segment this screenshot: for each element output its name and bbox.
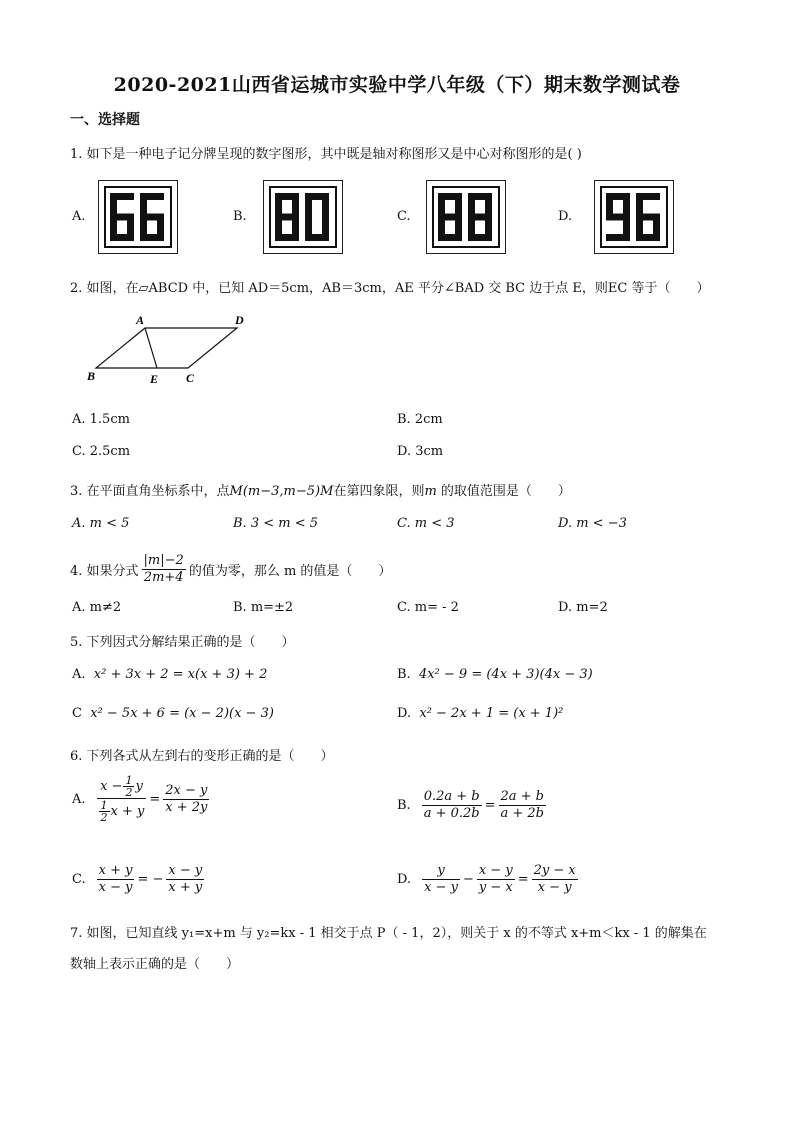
digit-segment bbox=[127, 214, 134, 242]
q6-a-d-post: x + y bbox=[110, 803, 145, 819]
q6-c-left-denominator: x − y bbox=[98, 880, 133, 895]
q6-stem: 6. 下列各式从左到右的变形正确的是（ ） bbox=[70, 749, 334, 764]
q5-option-c-label: C bbox=[72, 706, 82, 721]
q6-a-d-half-bot: 2 bbox=[100, 811, 108, 824]
q1-option-a-label: A. bbox=[72, 209, 86, 224]
q6-a-left-denominator bbox=[97, 799, 147, 823]
q1-option-c-board bbox=[426, 180, 506, 254]
q6-b-equals: = bbox=[484, 798, 496, 813]
q3-option-c: C. m < 3 bbox=[397, 516, 455, 531]
q6-a-right-denominator: x + 2y bbox=[165, 799, 208, 815]
digit-segment bbox=[468, 214, 492, 221]
q6-a-n-half bbox=[123, 775, 134, 798]
q5-option-a-expr: x² + 3x + 2 = x(x + 3) + 2 bbox=[93, 667, 268, 682]
q5-option-c bbox=[72, 706, 274, 721]
digit-segment bbox=[275, 214, 299, 221]
label-b: B bbox=[87, 369, 96, 383]
scoreboard-digits bbox=[427, 181, 505, 253]
q6-c-left-fraction bbox=[97, 863, 135, 896]
q5-option-d bbox=[397, 706, 563, 721]
q5-option-a-label: A. bbox=[72, 667, 86, 682]
bisector-ae bbox=[145, 328, 157, 368]
q3-option-a: A. m < 5 bbox=[72, 516, 130, 531]
q3-stem-post: 在第四象限，则 bbox=[333, 484, 425, 499]
q6-c-right-fraction bbox=[166, 863, 204, 896]
q6-option-c-label: C. bbox=[72, 872, 86, 887]
q4-option-b: B. m=±2 bbox=[233, 600, 294, 615]
q6-a-left-numerator bbox=[97, 775, 147, 799]
q6-a-d-half bbox=[99, 800, 110, 823]
q6-a-n-pre: x − bbox=[100, 778, 123, 794]
digit-segment bbox=[305, 193, 312, 221]
q4-stem bbox=[70, 553, 391, 586]
q2-option-c: C. 2.5cm bbox=[72, 444, 131, 459]
digit-segment bbox=[438, 214, 462, 221]
section-heading: 一、选择题 bbox=[70, 112, 140, 128]
q4-fraction bbox=[142, 553, 186, 586]
q6-d-minus: − bbox=[462, 872, 474, 887]
q6-d-equals: = bbox=[517, 872, 529, 887]
q1-option-c-label: C. bbox=[397, 209, 411, 224]
q3-stem-end: 的取值范围是（ ） bbox=[436, 484, 571, 499]
label-d: D bbox=[235, 313, 244, 327]
q6-c-left-numerator: x + y bbox=[98, 863, 133, 878]
q6-option-a-label: A. bbox=[72, 791, 86, 807]
q1-stem: 1. 如下是一种电子记分牌呈现的数字图形，其中既是轴对称图形又是中心对称图形的是( ) bbox=[70, 147, 582, 162]
q1-option-d-board bbox=[594, 180, 674, 254]
q6-a-right-numerator: 2x − y bbox=[165, 782, 208, 798]
q4-option-a: A. m≠2 bbox=[72, 600, 122, 615]
q6-b-left-numerator: 0.2a + b bbox=[423, 789, 480, 804]
q4-option-c: C. m= - 2 bbox=[397, 600, 459, 615]
q5-option-b bbox=[397, 667, 593, 682]
q6-d-third-denominator: x − y bbox=[537, 880, 572, 895]
digit-segment bbox=[157, 214, 164, 242]
q5-option-c-expr: x² − 5x + 6 = (x − 2)(x − 3) bbox=[90, 706, 274, 721]
q6-option-c bbox=[72, 863, 204, 896]
q2-option-b: B. 2cm bbox=[397, 412, 443, 427]
q2-option-d: D. 3cm bbox=[397, 444, 444, 459]
q6-a-left-fraction bbox=[97, 775, 147, 823]
digit-segment bbox=[606, 234, 630, 241]
q5-option-a bbox=[72, 667, 267, 682]
q5-stem: 5. 下列因式分解结果正确的是（ ） bbox=[70, 635, 295, 650]
q3-option-b: B. 3 < m < 5 bbox=[233, 516, 319, 531]
q6-d-second-denominator: y − x bbox=[478, 880, 513, 895]
scoreboard-digits bbox=[595, 181, 673, 253]
digit-segment bbox=[606, 214, 630, 221]
digit-segment bbox=[653, 214, 660, 242]
label-a: A bbox=[136, 313, 145, 327]
q1-option-d-label: D. bbox=[558, 209, 573, 224]
q6-a-n-half-bot: 2 bbox=[125, 786, 133, 799]
label-c: C bbox=[186, 371, 195, 385]
q7-line-2: 数轴上表示正确的是（ ） bbox=[70, 957, 240, 972]
parallelogram-figure bbox=[85, 310, 260, 390]
q3-var: m bbox=[424, 484, 437, 499]
q5-option-d-label: D. bbox=[397, 706, 412, 721]
q6-a-equals: = bbox=[149, 791, 161, 807]
q6-a-right-fraction bbox=[163, 783, 209, 816]
q4-stem-post: 的值为零，那么 m 的值是（ ） bbox=[188, 564, 392, 579]
q6-b-left-fraction bbox=[422, 789, 482, 822]
q6-a-d-half-top: 1 bbox=[100, 799, 108, 812]
q6-d-second-numerator: x − y bbox=[478, 863, 513, 878]
q2-option-a: A. 1.5cm bbox=[72, 412, 130, 427]
q1-option-a-board bbox=[98, 180, 178, 254]
q1-option-b-board bbox=[263, 180, 343, 254]
q6-c-right-denominator: x + y bbox=[168, 880, 203, 895]
scoreboard-digits bbox=[99, 181, 177, 253]
q6-d-first-numerator: y bbox=[422, 863, 460, 880]
q2-stem: 2. 如图，在▱ABCD 中，已知 AD＝5cm，AB＝3cm，AE 平分∠BAD 交 BC 边于点 E，则EC 等于（ ） bbox=[70, 281, 710, 296]
q3-stem bbox=[70, 480, 571, 499]
q6-option-a bbox=[72, 775, 209, 823]
q6-c-right-numerator: x − y bbox=[168, 863, 203, 878]
q6-option-b-label: B. bbox=[397, 798, 411, 813]
q6-b-right-denominator: a + 2b bbox=[500, 806, 545, 821]
q5-option-b-expr: 4x² − 9 = (4x + 3)(4x − 3) bbox=[418, 667, 593, 682]
q6-b-left-denominator: a + 0.2b bbox=[423, 806, 480, 821]
q5-option-b-label: B. bbox=[397, 667, 411, 682]
q6-d-first-denominator: x − y bbox=[424, 880, 458, 895]
q5-option-d-expr: x² − 2x + 1 = (x + 1)² bbox=[419, 706, 564, 721]
q1-option-b-label: B. bbox=[233, 209, 247, 224]
parallelogram-abcd bbox=[96, 328, 237, 368]
q4-denominator: 2m+4 bbox=[143, 570, 184, 585]
q6-option-b bbox=[397, 789, 546, 822]
q6-d-third-fraction bbox=[532, 863, 578, 896]
q6-a-n-post: y bbox=[135, 778, 143, 794]
q6-b-right-numerator: 2a + b bbox=[500, 789, 545, 804]
q6-d-second-fraction bbox=[477, 863, 515, 896]
q6-option-d-label: D. bbox=[397, 872, 412, 887]
q6-option-d bbox=[397, 863, 578, 896]
q6-d-first-fraction bbox=[422, 863, 460, 896]
q4-stem-pre: 4. 如果分式 bbox=[70, 564, 139, 579]
q3-point: M(m−3,m−5)M bbox=[229, 484, 334, 499]
page-title: 2020-2021山西省运城市实验中学八年级（下）期末数学测试卷 bbox=[113, 74, 681, 96]
q4-numerator: |m|−2 bbox=[143, 553, 184, 568]
q6-b-right-fraction bbox=[499, 789, 547, 822]
q3-option-d: D. m < −3 bbox=[558, 516, 627, 531]
label-e: E bbox=[150, 372, 159, 386]
q6-d-third-numerator: 2y − x bbox=[533, 863, 576, 878]
q4-option-d: D. m=2 bbox=[558, 600, 608, 615]
q7-line-1: 7. 如图，已知直线 y₁=x+m 与 y₂=kx - 1 相交于点 P（ - 1，2），则关于 x 的不等式 x+m＜kx - 1 的解集在 bbox=[70, 926, 707, 941]
q3-stem-pre: 3. 在平面直角坐标系中，点 bbox=[70, 484, 230, 499]
q6-c-equals: = − bbox=[137, 872, 164, 887]
scoreboard-digits bbox=[264, 181, 342, 253]
q6-a-n-half-top: 1 bbox=[125, 774, 133, 787]
